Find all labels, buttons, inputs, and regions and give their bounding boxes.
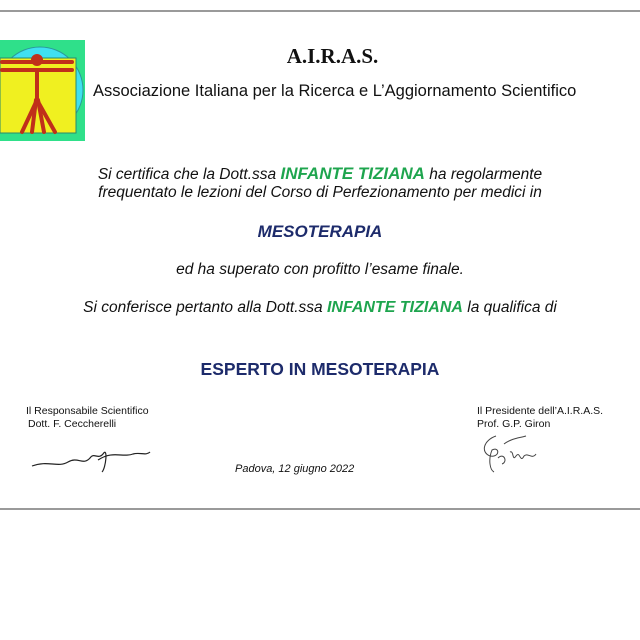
certify-line-1 [0, 164, 640, 184]
qualification-title: ESPERTO IN MESOTERAPIA [200, 359, 440, 379]
recipient-name: INFANTE TIZIANA [326, 299, 463, 316]
confer-line [0, 299, 640, 317]
bottom-border [0, 508, 640, 510]
top-border [0, 10, 640, 12]
right-signatory [477, 405, 603, 431]
text: Si conferisce pertanto alla Dott.ssa [83, 299, 327, 316]
place-date: Padova, 12 giugno 2022 [235, 463, 355, 475]
signatory-name: Dott. F. Ceccherelli [28, 418, 117, 430]
signatory-name: Prof. G.P. Giron [477, 418, 551, 430]
certify-line-2: frequentato le lezioni del Corso di Perfezionamento per medici in [98, 184, 542, 201]
signatory-role: Il Presidente dell’A.I.R.A.S. [477, 405, 604, 417]
org-acronym: A.I.R.A.S. [286, 44, 379, 68]
recipient-name: INFANTE TIZIANA [280, 164, 425, 183]
course-name: MESOTERAPIA [257, 222, 383, 241]
text: Si certifica che la Dott.ssa [97, 166, 281, 183]
org-full-name: Associazione Italiana per la Ricerca e L’Aggiornamento Scientifico [93, 82, 577, 100]
left-signatory [26, 405, 149, 431]
text: ha regolarmente [424, 166, 543, 183]
vitruvian-logo [0, 40, 85, 141]
signatory-role: Il Responsabile Scientifico [26, 405, 149, 417]
text: la qualifica di [462, 299, 557, 316]
exam-line: ed ha superato con profitto l’esame finale. [176, 261, 464, 278]
left-signature [28, 440, 153, 475]
right-signature [476, 430, 546, 475]
